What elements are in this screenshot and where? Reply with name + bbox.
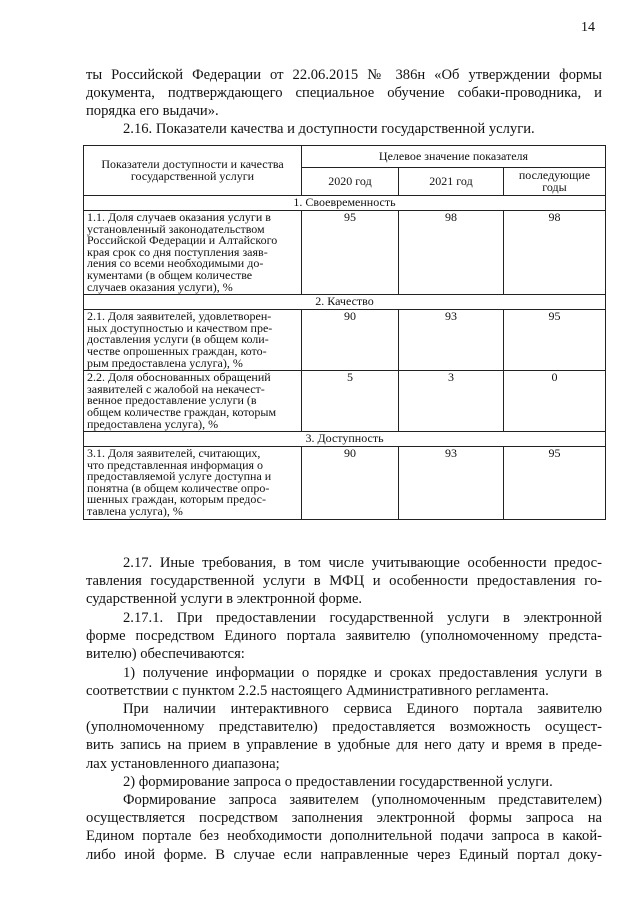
- value-next-years: 0: [504, 371, 606, 432]
- text-line: доставления услуги (в общем коли-: [87, 332, 269, 347]
- text-line: края срок со дня поступления заяв-: [87, 244, 268, 259]
- header-target-value: Целевое значение показателя: [302, 146, 606, 168]
- value-2021: 98: [399, 211, 504, 295]
- text-line: 2.1. Доля заявителей, удовлетворен-: [87, 309, 272, 324]
- text-line: Едином портале без необходимости дополнительной подачи запроса в какой-: [86, 828, 602, 845]
- indicator-description: [84, 310, 302, 371]
- text-line: 1) получение информации о порядке и сроках предоставления услуги в: [123, 665, 602, 681]
- header-2021: 2021 год: [399, 168, 504, 196]
- paragraph-2-17: [86, 554, 602, 609]
- value-2021: 3: [399, 371, 504, 432]
- value-next-years: 95: [504, 447, 606, 520]
- text-line: Формирование запроса заявителем (уполномоченным представителем): [123, 792, 602, 808]
- table-row: [84, 211, 606, 295]
- value-2020: 90: [302, 447, 399, 520]
- indicator-description: [84, 371, 302, 432]
- text-line: общем количестве граждан, которым: [87, 404, 277, 419]
- text-line: 1.1. Доля случаев оказания услуги в: [87, 210, 271, 224]
- text-line: Российской Федерации и Алтайского: [87, 233, 278, 248]
- text-line: 2.2. Доля обоснованных обращений: [87, 370, 271, 385]
- quality-indicators-table: [83, 145, 606, 520]
- text-line: рым предоставлена услуга), %: [87, 355, 243, 370]
- text-line: лах установленного диапазона;: [86, 755, 280, 772]
- text-line: (уполномоченному представителю) предоставляется возможность осущест-: [86, 719, 602, 736]
- text-line: понятна (в общем количестве опро-: [87, 480, 270, 495]
- intro-paragraph: [86, 66, 602, 121]
- paragraph-request-forming: [86, 791, 602, 864]
- text-line: тавлена услуга), %: [87, 504, 183, 519]
- text-line: честве опрошенных граждан, кото-: [87, 343, 267, 358]
- text-line: При наличии интерактивного сервиса Единого портала заявителю: [123, 701, 602, 717]
- text-line: предоставлена услуга), %: [87, 416, 219, 431]
- text-line: сударственной услуги в электронной форме.: [86, 591, 363, 608]
- text-line: либо иной форме. В случае если направленные через Единый портал доку-: [86, 846, 602, 863]
- header-2020: 2020 год: [302, 168, 399, 196]
- indicator-description: [84, 447, 302, 520]
- text-line: предоставляемой услуге доступна и: [87, 469, 272, 484]
- text-line: вителю) обеспечиваются:: [86, 646, 245, 663]
- text-line: заявителей с жалобой на некачест-: [87, 381, 265, 396]
- text-line: порядка его выдачи».: [86, 103, 219, 120]
- text-line: кументами (в общем количестве: [87, 267, 253, 282]
- table-row: [84, 310, 606, 371]
- text-line: соответствии с пунктом 2.2.5 настоящего Административного регламента.: [86, 683, 549, 700]
- paragraph-2-17-1: [86, 609, 602, 664]
- header-next-years: последующие годы: [504, 168, 606, 196]
- text-line: что представленная информация о: [87, 457, 264, 472]
- section-title: 2. Качество: [84, 295, 606, 310]
- paragraph-interactive-service: [86, 700, 602, 773]
- value-2020: 95: [302, 211, 399, 295]
- text-line: вить запись на прием в управление в удобные для него дату и время в преде-: [86, 737, 602, 754]
- text-line: установленный законодательством: [87, 221, 265, 236]
- page-number: 14: [581, 20, 595, 35]
- indicator-description: [84, 211, 302, 295]
- paragraph-item-1: [86, 664, 602, 700]
- section-heading-text: 2.16. Показатели качества и доступности государственной услуги.: [123, 121, 535, 137]
- section-title: 1. Своевременность: [84, 196, 606, 211]
- value-2021: 93: [399, 447, 504, 520]
- text-line: 2.17.1. При предоставлении государственной услуги в электронной: [123, 610, 602, 626]
- section-title: 3. Доступность: [84, 432, 606, 447]
- value-2021: 93: [399, 310, 504, 371]
- text-line: осуществляется посредством заполнения электронной формы запроса на: [86, 810, 602, 827]
- text-line: документа, подтверждающего специальное обучение собаки-проводника, и: [86, 85, 602, 102]
- text-line: случаев оказания услуги), %: [87, 279, 233, 294]
- table-row: [84, 371, 606, 432]
- text-line: венное предоставление услуги (в: [87, 393, 257, 408]
- text-line: тавления государственной услуги в МФЦ и особенности предоставления го-: [86, 573, 602, 590]
- value-next-years: 98: [504, 211, 606, 295]
- text-line: 3.1. Доля заявителей, считающих,: [87, 446, 261, 461]
- value-2020: 90: [302, 310, 399, 371]
- text-line: 2.17. Иные требования, в том числе учитывающие особенности предос-: [123, 555, 602, 571]
- text-line: шенных граждан, которым предос-: [87, 492, 266, 507]
- text-line: ты Российской Федерации от 22.06.2015 № 386н «Об утверждении формы: [86, 67, 602, 83]
- header-indicator: Показатели доступности и качества государственной услуги: [84, 146, 302, 196]
- text-line: 2) формирование запроса о предоставлении государственной услуги.: [123, 774, 553, 790]
- section-heading: [86, 120, 602, 138]
- paragraph-item-2: [86, 773, 602, 791]
- text-line: форме посредством Единого портала заявителю (уполномоченному предста-: [86, 628, 602, 645]
- table-row: [84, 447, 606, 520]
- value-2020: 5: [302, 371, 399, 432]
- text-line: ления со всеми необходимыми до-: [87, 256, 264, 271]
- text-line: ных доступностью и качеством пре-: [87, 320, 273, 335]
- value-next-years: 95: [504, 310, 606, 371]
